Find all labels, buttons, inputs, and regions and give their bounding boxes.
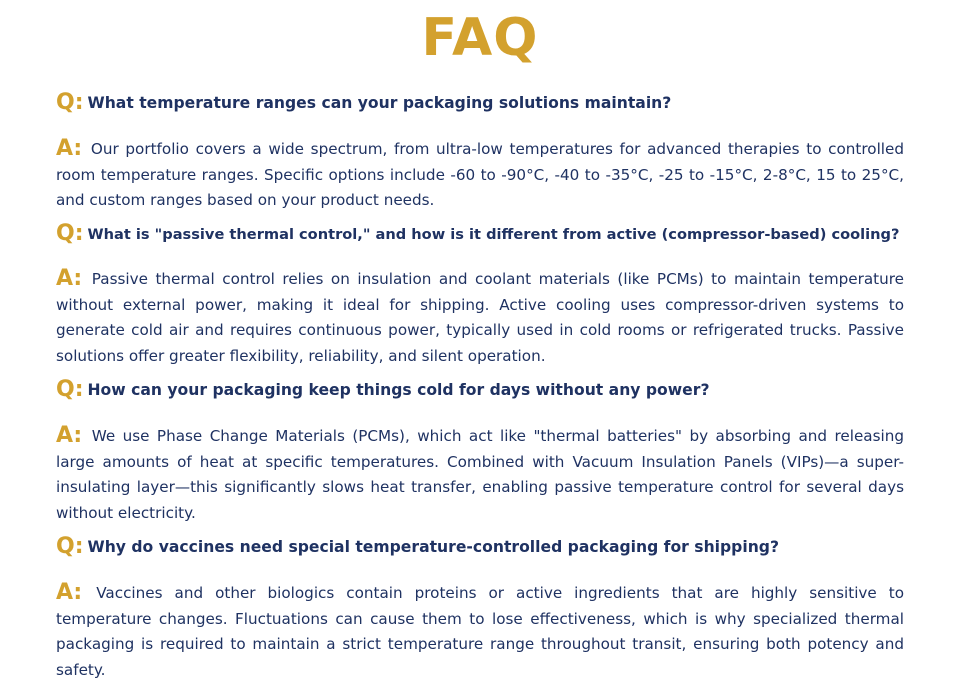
a-marker: A: [56, 580, 83, 605]
q-marker: Q: [56, 377, 84, 402]
a-marker: A: [56, 266, 83, 291]
answer-label: Our portfolio covers a wide spectrum, from ultra-low temperatures for advanced therapies to controlled room temperature ranges. Specific options include -60 to -90°C, -40 to -35°C, -25 to -15°C, 2-8°C, 15 to 25°C, and custom ranges based on your product needs. [56, 140, 905, 210]
answer-label: Vaccines and other biologics contain proteins or active ingredients that are highly sensitive to temperature changes. Fluctuations can cause them to lose effectiveness, which is why specialized thermal packaging is required to maintain a strict temperature range throughout transit, ensuring both potency and safety. [56, 584, 904, 679]
q-marker: Q: [56, 90, 84, 115]
answer-text [56, 580, 904, 683]
question-label: What temperature ranges can your packaging solutions maintain? [87, 94, 672, 112]
faq-question [56, 535, 904, 559]
faq-question [56, 222, 904, 247]
faq-answer [56, 580, 904, 683]
answer-label: Passive thermal control relies on insulation and coolant materials (like PCMs) to maintain temperature without external power, making it ideal for shipping. Active cooling uses compressor-driven systems to generate cold air and requires continuous power, typically used in cold rooms or refrigerated trucks. Passive solutions offer greater flexibility, reliability, and silent operation. [56, 270, 904, 365]
faq-answer [56, 423, 904, 526]
question-text [56, 222, 904, 247]
question-label: What is "passive thermal control," and how is it different from active (compressor-based) cooling? [87, 226, 900, 243]
faq-answer [56, 136, 904, 214]
question-text [56, 91, 904, 115]
question-text [56, 378, 904, 402]
answer-text [56, 136, 904, 214]
question-text [56, 535, 904, 559]
answer-text [56, 266, 904, 369]
question-label: Why do vaccines need special temperature-controlled packaging for shipping? [87, 538, 780, 556]
q-marker: Q: [56, 221, 84, 246]
page-title: FAQ [421, 8, 539, 68]
answer-text [56, 423, 904, 526]
question-label: How can your packaging keep things cold for days without any power? [87, 381, 710, 399]
a-marker: A: [56, 136, 83, 161]
q-marker: Q: [56, 534, 84, 559]
a-marker: A: [56, 423, 83, 448]
answer-label: We use Phase Change Materials (PCMs), which act like "thermal batteries" by absorbing and releasing large amounts of heat at specific temperatures. Combined with Vacuum Insulation Panels (VIPs)—a super-insulating layer—this significantly slows heat transfer, enabling passive temperature control for several days without electricity. [56, 427, 905, 522]
faq-question [56, 91, 904, 115]
faq-question [56, 378, 904, 402]
faq-answer [56, 266, 904, 369]
